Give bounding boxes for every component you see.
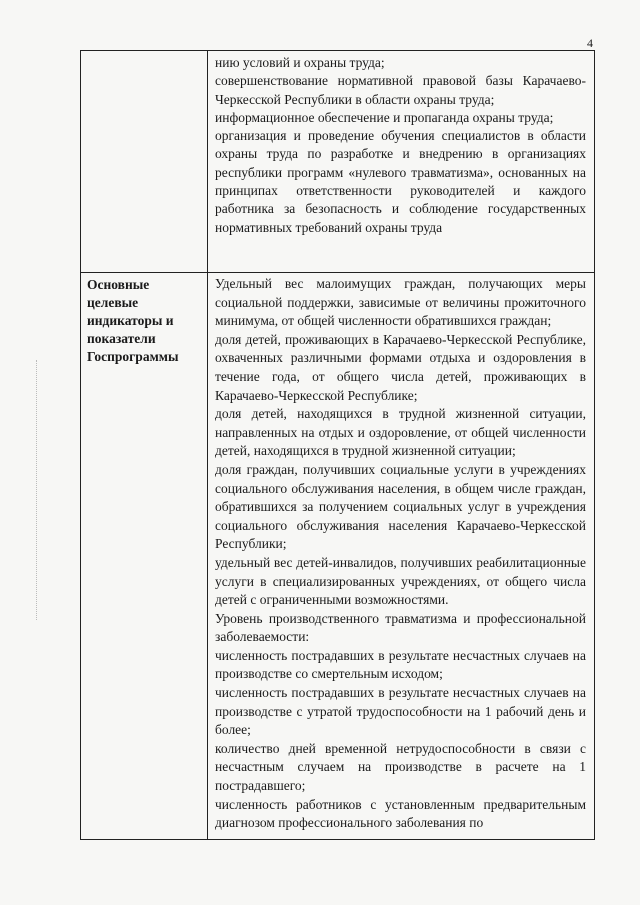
paragraph: Уровень производственного травматизма и профессиональной заболеваемости: (215, 610, 586, 645)
program-passport-table (80, 50, 595, 840)
paragraph: Удельный вес малоимущих граждан, получающих меры социальной поддержки, зависимые от величины прожиточного минимума, от общей численности обратившихся граждан; (215, 276, 586, 329)
paragraph: численность пострадавших в результате несчастных случаев на производстве со смертельным исходом; (215, 647, 586, 682)
table-row (81, 272, 594, 839)
paragraph: удельный вес детей-инвалидов, получивших реабилитационные услуги в специализированных учреждениях, от общего числа детей с ограниченными возможностями. (215, 554, 586, 608)
paragraph: нию условий и охраны труда; (215, 55, 385, 70)
paragraph: количество дней временной нетрудоспособности в связи с несчастным случаем на производстве в расчете на 1 пострадавшего; (215, 740, 586, 794)
paragraph: численность работников с установленным предварительным диагнозом профессионального заболевания по (215, 796, 586, 831)
paragraph: совершенствование нормативной правовой базы Карачаево-Черкесской Республики в области охраны труда; (215, 73, 586, 107)
paragraph: информационное обеспечение и пропаганда охраны труда; (215, 109, 554, 125)
row-content (215, 275, 586, 833)
row-content (215, 54, 586, 237)
row-label: Основные целевые индикаторы и показатели Госпрограммы (87, 277, 179, 364)
paragraph: организация и проведение обучения специалистов в области охраны труда по разработке и внедрению в организациях республики программ «нулевого травматизма», основанных на принципах ответственности руководителей и каждого работника за безопасность и соблюдение государственных нормативных требований охраны труда (215, 128, 586, 235)
paragraph: доля граждан, получивших социальные услуги в учреждениях социального обслуживания населения, в общем числе граждан, обратившихся за получением социальных услуг в учреждения социального обслуживания населения Карачаево-Черкесской Республики; (215, 461, 586, 552)
page-number: 4 (587, 36, 593, 50)
scan-binding-marks (36, 360, 39, 620)
paragraph: доля детей, находящихся в трудной жизненной ситуации, направленных на отдых и оздоровление, от общей численности детей, находящихся в трудной жизненной ситуации; (215, 406, 586, 459)
paragraph: доля детей, проживающих в Карачаево-Черкесской Республике, охваченных различными формами отдыха и оздоровления в течение года, от общего числа детей, проживающих в Карачаево-Черкесской Республике; (215, 331, 586, 403)
table-row (81, 51, 594, 273)
paragraph: численность пострадавших в результате несчастных случаев на производстве с утратой трудоспособности на 1 рабочий день и более; (215, 685, 586, 738)
